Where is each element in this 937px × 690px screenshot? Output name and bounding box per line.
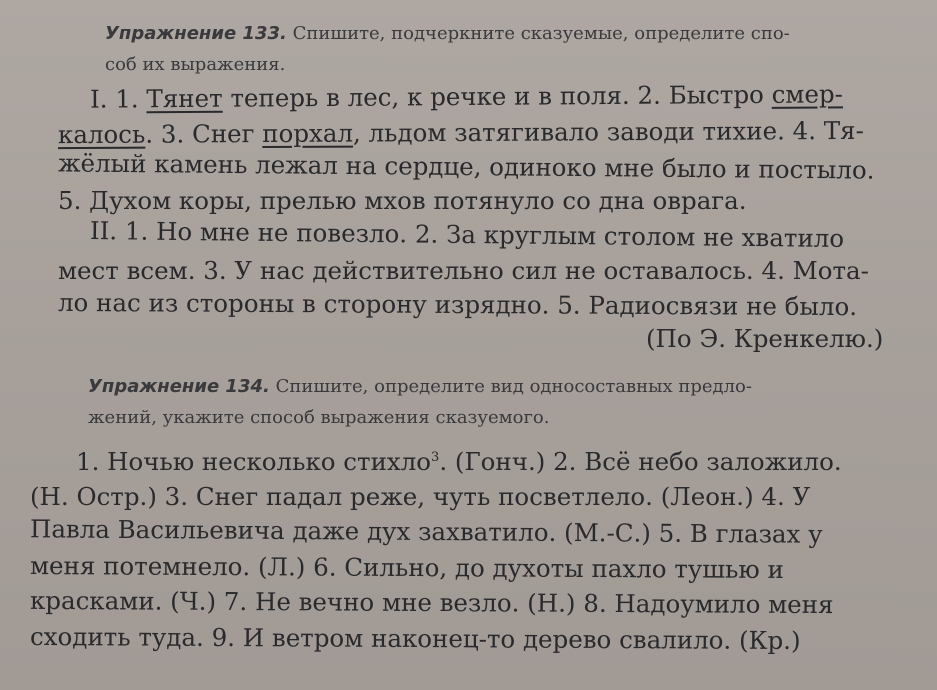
line-text: . (Гонч.) 2. Всё небо заложило. <box>439 447 842 476</box>
exercise-134-line-4: меня потемнело. (Л.) 6. Сильно, до духоты пахло тушью и <box>29 551 784 584</box>
exercise-133-task-text-1: Спишите, подчеркните сказуемые, определите спо- <box>292 23 790 44</box>
exercise-134-line-1 <box>76 447 842 476</box>
exercise-133-title: Упражнение 133. <box>105 23 287 44</box>
exercise-133-task-line-1 <box>105 18 905 49</box>
exercise-133-line-4: 5. Духом коры, прелью мхов потянуло со дна оврага. <box>58 186 747 215</box>
exercise-134-task-line-2: жений, укажите способ выражения сказуемого. <box>88 407 550 428</box>
line-text: теперь в лес, к речке и в поля. 2. Быстро <box>222 79 772 113</box>
exercise-134-title: Упражнение 134. <box>88 376 270 397</box>
exercise-133-line-7: ло нас из стороны в сторону изрядно. 5. Радиосвязи не было. <box>57 287 858 322</box>
exercise-134-line-3: Павла Васильевича даже дух захватило. (М.-С.) 5. В глазах у <box>29 514 823 549</box>
exercise-134-task-text-1: Спишите, определите вид односоставных предло- <box>275 376 752 397</box>
line-text: 1. Ночью несколько стихло <box>76 447 432 476</box>
exercise-134-line-6: сходить туда. 9. И ветром наконец-то дерево свалило. (Кр.) <box>29 621 801 656</box>
line-text: . 3. Снег <box>145 119 263 149</box>
exercise-133-source: (По Э. Кренкелю.) <box>646 324 884 353</box>
exercise-133-line-1 <box>90 79 843 113</box>
exercise-133-line-5: II. 1. Но мне не повезло. 2. За круглым столом не хватило <box>89 216 845 253</box>
exercise-133-line-3: жёлый камень лежал на сердце, одиноко мне было и постыло. <box>57 148 875 185</box>
predicate-underlined: калось <box>57 119 146 150</box>
line-text: , льдом затягивало заводи тихие. 4. Тя- <box>352 115 864 148</box>
exercise-134-line-5: красками. (Ч.) 7. Не вечно мне везло. (Н.) 8. Надоумило меня <box>29 585 834 620</box>
exercise-134-task-line-1 <box>88 371 908 402</box>
exercise-134-line-2: (Н. Остр.) 3. Снег падал реже, чуть посветлело. (Леон.) 4. У <box>30 482 811 511</box>
exercise-133-line-2 <box>58 116 864 149</box>
footnote-marker: 3 <box>431 449 440 465</box>
predicate-underlined: порхал <box>262 118 354 149</box>
predicate-underlined: смер- <box>771 79 843 109</box>
exercise-133-task-line-2: соб их выражения. <box>105 54 286 75</box>
line-text: I. 1. <box>89 84 147 114</box>
exercise-134-task <box>88 371 908 433</box>
exercise-133-line-6: мест всем. 3. У нас действительно сил не оставалось. 4. Мота- <box>58 256 869 285</box>
predicate-underlined: Тянет <box>146 83 223 114</box>
exercise-133-task <box>105 18 905 80</box>
